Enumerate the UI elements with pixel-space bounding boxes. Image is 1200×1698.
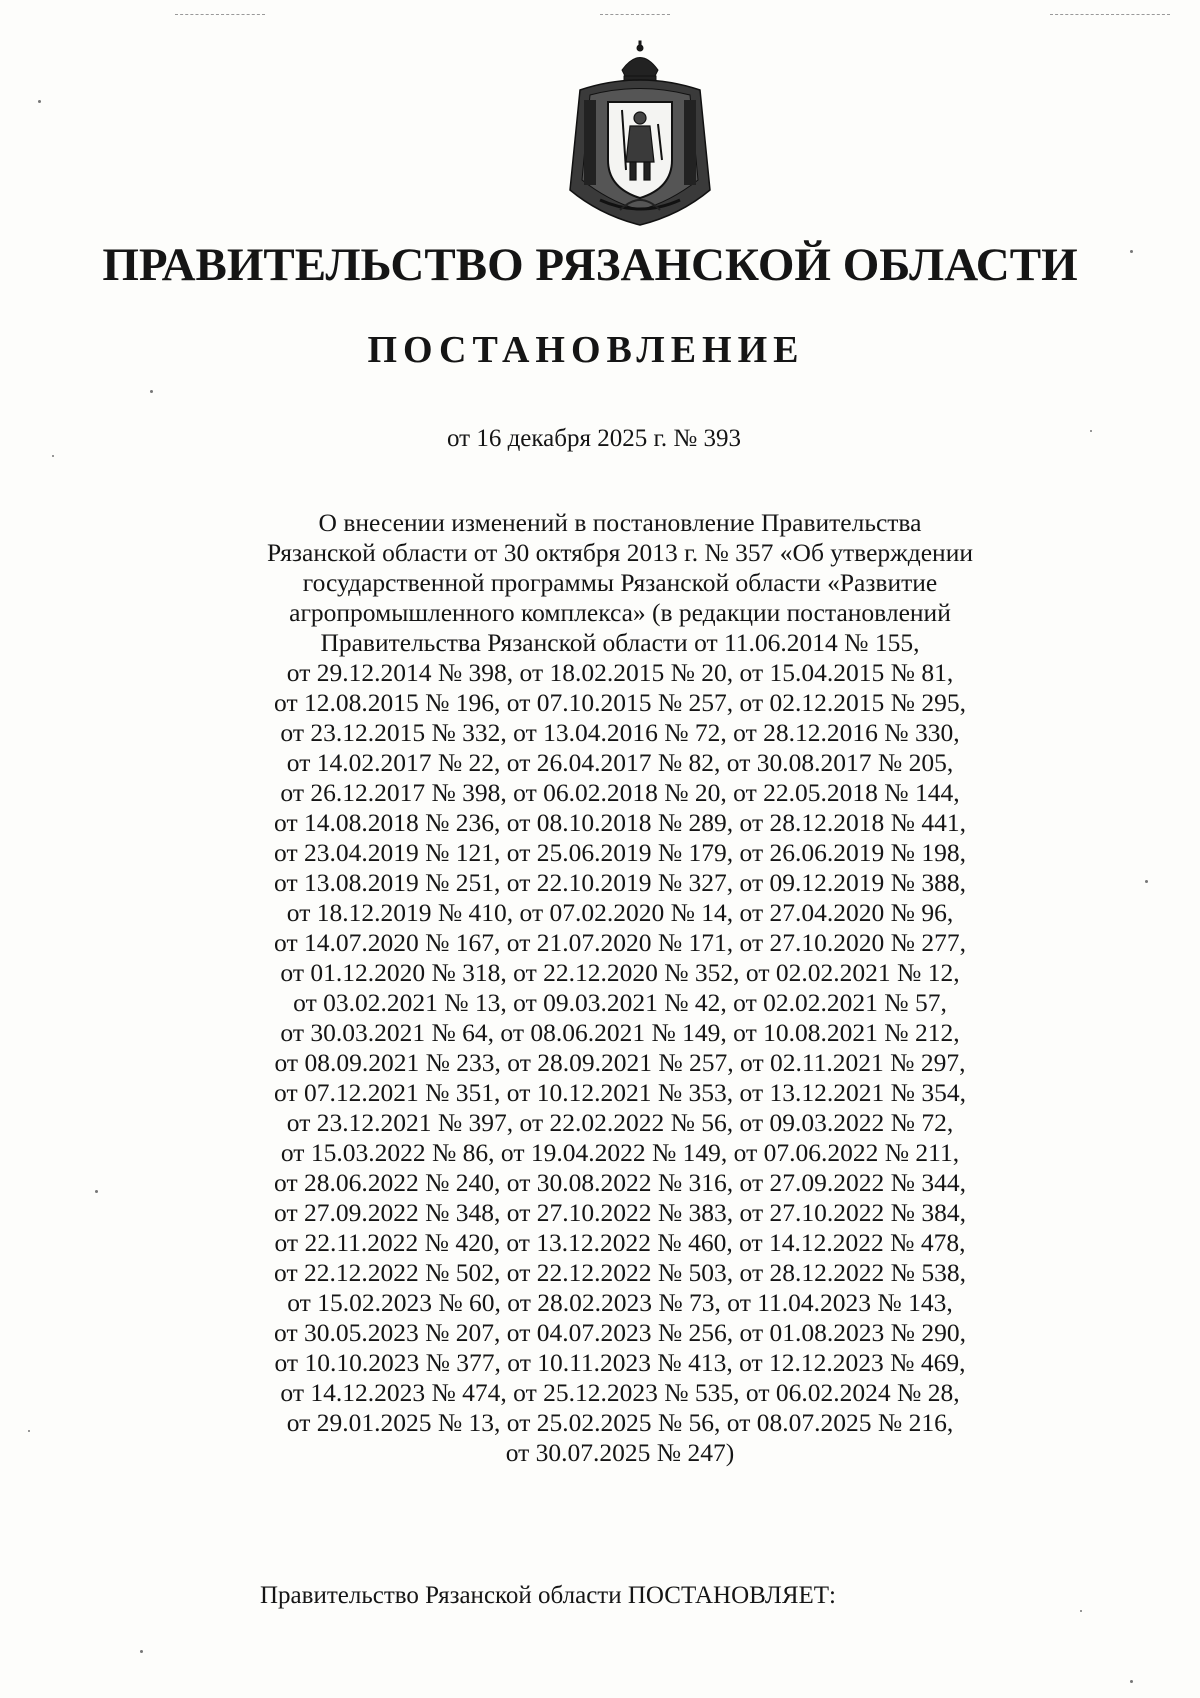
subject-line: от 23.04.2019 № 121, от 25.06.2019 № 179, от 26.06.2019 № 198, — [274, 838, 966, 867]
subject-line: от 13.08.2019 № 251, от 22.10.2019 № 327, от 09.12.2019 № 388, — [274, 868, 966, 897]
subject-line: от 12.08.2015 № 196, от 07.10.2015 № 257, от 02.12.2015 № 295, — [274, 688, 966, 717]
subject-line: Рязанской области от 30 октября 2013 г. № 357 «Об утверждении — [266, 538, 973, 567]
scan-speck — [52, 455, 54, 457]
resolution-statement: Правительство Рязанской области ПОСТАНОВЛЯЕТ: — [260, 1582, 836, 1609]
subject-line: от 30.03.2021 № 64, от 08.06.2021 № 149, от 10.08.2021 № 212, — [280, 1018, 960, 1047]
subject-line: от 14.08.2018 № 236, от 08.10.2018 № 289, от 28.12.2018 № 441, — [274, 808, 966, 837]
subject-line: от 22.11.2022 № 420, от 13.12.2022 № 460, от 14.12.2022 № 478, — [274, 1228, 966, 1257]
scan-artifact — [175, 14, 265, 16]
subject-line: от 10.10.2023 № 377, от 10.11.2023 № 413, от 12.12.2023 № 469, — [274, 1348, 966, 1377]
subject-line: от 29.01.2025 № 13, от 25.02.2025 № 56, от 08.07.2025 № 216, — [286, 1408, 954, 1437]
subject-line: агропромышленного комплекса» (в редакции постановлений — [289, 598, 951, 627]
subject-line: от 28.06.2022 № 240, от 30.08.2022 № 316, от 27.09.2022 № 344, — [274, 1168, 966, 1197]
subject-line: от 30.05.2023 № 207, от 04.07.2023 № 256, от 01.08.2023 № 290, — [274, 1318, 966, 1347]
subject-line: от 03.02.2021 № 13, от 09.03.2021 № 42, от 02.02.2021 № 57, — [293, 988, 947, 1017]
subject-line: от 22.12.2022 № 502, от 22.12.2022 № 503, от 28.12.2022 № 538, — [274, 1258, 966, 1287]
document-subject — [225, 508, 1015, 1468]
subject-line: Правительства Рязанской области от 11.06.2014 № 155, — [320, 628, 920, 657]
scan-speck — [1080, 1610, 1082, 1612]
subject-line: от 23.12.2015 № 332, от 13.04.2016 № 72, от 28.12.2016 № 330, — [280, 718, 960, 747]
scan-speck — [150, 390, 153, 393]
subject-line: от 14.02.2017 № 22, от 26.04.2017 № 82, от 30.08.2017 № 205, — [286, 748, 954, 777]
subject-line: от 26.12.2017 № 398, от 06.02.2018 № 20, от 22.05.2018 № 144, — [280, 778, 960, 807]
scan-speck — [1145, 880, 1148, 883]
subject-line: от 15.02.2023 № 60, от 28.02.2023 № 73, от 11.04.2023 № 143, — [287, 1288, 953, 1317]
scan-speck — [95, 1190, 98, 1193]
subject-line: от 23.12.2021 № 397, от 22.02.2022 № 56, от 09.03.2022 № 72, — [286, 1108, 954, 1137]
document-date-number: от 16 декабря 2025 г. № 393 — [446, 425, 742, 452]
subject-line: от 07.12.2021 № 351, от 10.12.2021 № 353, от 13.12.2021 № 354, — [274, 1078, 966, 1107]
subject-line: от 14.12.2023 № 474, от 25.12.2023 № 535, от 06.02.2024 № 28, — [280, 1378, 960, 1407]
scan-speck — [1130, 1680, 1133, 1683]
subject-line: от 30.07.2025 № 247) — [505, 1438, 735, 1467]
scan-artifact — [1050, 14, 1170, 16]
subject-line: от 29.12.2014 № 398, от 18.02.2015 № 20, от 15.04.2015 № 81, — [286, 658, 954, 687]
subject-line: от 18.12.2019 № 410, от 07.02.2020 № 14, от 27.04.2020 № 96, — [286, 898, 954, 927]
document-type-heading: ПОСТАНОВЛЕНИЕ — [367, 329, 805, 371]
subject-line: от 14.07.2020 № 167, от 21.07.2020 № 171, от 27.10.2020 № 277, — [274, 928, 966, 957]
scan-speck — [140, 1650, 143, 1653]
subject-line: государственной программы Рязанской области «Развитие — [302, 568, 938, 597]
scan-speck — [1090, 430, 1092, 432]
ryazan-coat-of-arms-icon — [560, 40, 720, 230]
scan-artifact — [600, 14, 670, 16]
scan-speck — [28, 1430, 30, 1432]
subject-line: О внесении изменений в постановление Правительства — [318, 508, 922, 537]
scan-speck — [38, 100, 41, 103]
organization-title: ПРАВИТЕЛЬСТВО РЯЗАНСКОЙ ОБЛАСТИ — [102, 239, 1078, 291]
subject-line: от 08.09.2021 № 233, от 28.09.2021 № 257, от 02.11.2021 № 297, — [274, 1048, 966, 1077]
subject-line: от 01.12.2020 № 318, от 22.12.2020 № 352, от 02.02.2021 № 12, — [280, 958, 960, 987]
scan-speck — [1130, 250, 1133, 253]
subject-line: от 27.09.2022 № 348, от 27.10.2022 № 383, от 27.10.2022 № 384, — [274, 1198, 966, 1227]
subject-line: от 15.03.2022 № 86, от 19.04.2022 № 149, от 07.06.2022 № 211, — [280, 1138, 960, 1167]
